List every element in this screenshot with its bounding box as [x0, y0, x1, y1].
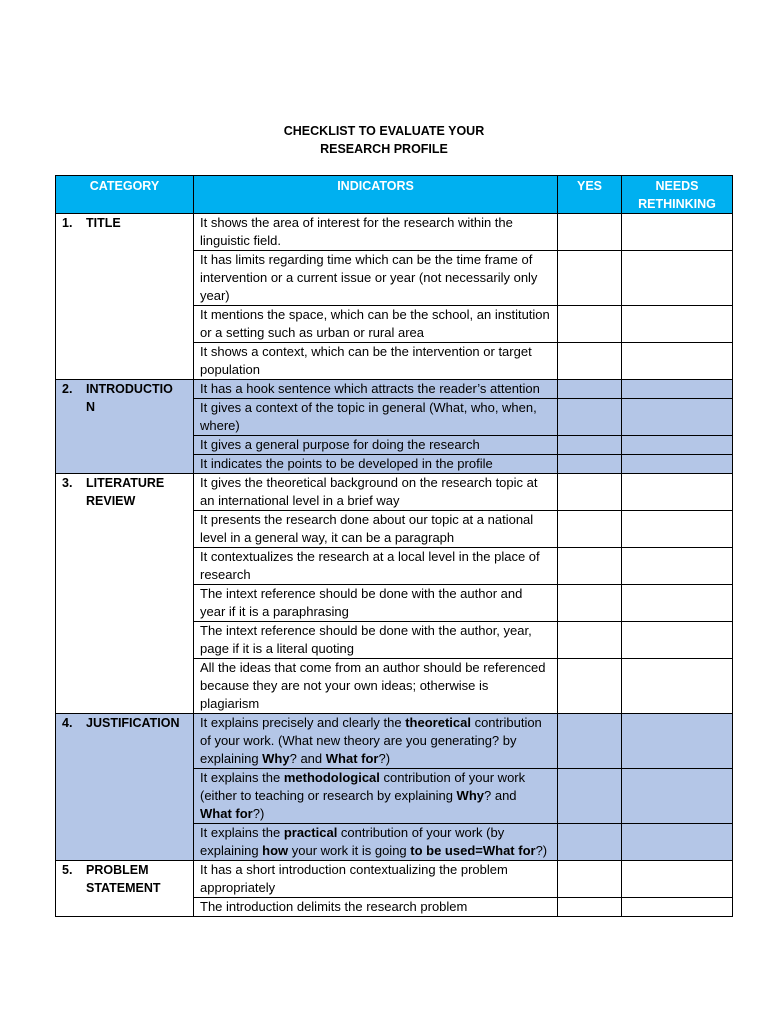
indicator-text: It explains the — [200, 770, 284, 785]
category-label: LITERATURE REVIEW — [86, 476, 165, 508]
indicator-bold-text: theoretical — [405, 715, 471, 730]
yes-checkbox-cell[interactable] — [558, 861, 622, 898]
needs-rethinking-checkbox-cell[interactable] — [622, 898, 733, 917]
yes-checkbox-cell[interactable] — [558, 306, 622, 343]
needs-rethinking-checkbox-cell[interactable] — [622, 306, 733, 343]
needs-rethinking-checkbox-cell[interactable] — [622, 769, 733, 824]
needs-rethinking-checkbox-cell[interactable] — [622, 251, 733, 306]
indicator-cell — [194, 343, 558, 380]
category-number: 2. — [62, 382, 73, 396]
needs-rethinking-checkbox-cell[interactable] — [622, 214, 733, 251]
category-number: 1. — [62, 216, 73, 230]
category-label: PROBLEM STATEMENT — [86, 863, 161, 895]
category-label: INTRODUCTIO N — [86, 382, 173, 414]
indicator-text: ?) — [378, 751, 391, 766]
indicator-text: It indicates the points to be developed in the profile — [200, 456, 493, 471]
indicator-text: All the ideas that come from an author should be referenced because they are not your own ideas; otherwise is plagiarism — [200, 660, 546, 711]
category-cell — [56, 714, 194, 861]
category-cell — [56, 380, 194, 474]
indicator-text: your work it is going — [288, 843, 411, 858]
yes-checkbox-cell[interactable] — [558, 343, 622, 380]
yes-checkbox-cell[interactable] — [558, 622, 622, 659]
table-row — [56, 714, 733, 769]
indicator-text: It contextualizes the research at a local level in the place of research — [200, 549, 540, 582]
indicator-cell — [194, 306, 558, 343]
indicator-bold-text: practical — [283, 825, 338, 840]
indicator-text: It presents the research done about our topic at a national level in a general way, it can be a paragraph — [200, 512, 534, 545]
header-yes: YES — [558, 176, 622, 214]
indicator-text: It has a short introduction contextualizing the problem appropriately — [200, 862, 508, 895]
table-row — [56, 861, 733, 898]
needs-rethinking-checkbox-cell[interactable] — [622, 585, 733, 622]
indicator-text: contribution of your work (either to teaching or research by explaining — [200, 770, 526, 803]
yes-checkbox-cell[interactable] — [558, 399, 622, 436]
indicator-text: It shows the area of interest for the research within the linguistic field. — [200, 215, 513, 248]
category-label: TITLE — [86, 216, 121, 230]
indicator-cell — [194, 214, 558, 251]
table-row — [56, 474, 733, 511]
indicator-bold-text: Why — [456, 788, 484, 803]
checklist-body — [56, 214, 733, 917]
indicator-cell — [194, 548, 558, 585]
category-number: 4. — [62, 716, 73, 730]
indicator-cell — [194, 898, 558, 917]
yes-checkbox-cell[interactable] — [558, 380, 622, 399]
yes-checkbox-cell[interactable] — [558, 251, 622, 306]
indicator-cell — [194, 585, 558, 622]
indicator-cell — [194, 436, 558, 455]
indicator-cell — [194, 861, 558, 898]
needs-rethinking-checkbox-cell[interactable] — [622, 714, 733, 769]
indicator-text: It gives a general purpose for doing the research — [200, 437, 480, 452]
indicator-cell — [194, 622, 558, 659]
needs-rethinking-checkbox-cell[interactable] — [622, 861, 733, 898]
needs-rethinking-checkbox-cell[interactable] — [622, 436, 733, 455]
yes-checkbox-cell[interactable] — [558, 548, 622, 585]
needs-rethinking-checkbox-cell[interactable] — [622, 659, 733, 714]
indicator-text: ?) — [252, 806, 265, 821]
indicator-text: contribution of your work. (What new theory are you generating? by explaining — [200, 715, 542, 766]
indicator-text: It has a hook sentence which attracts the reader’s attention — [200, 381, 540, 396]
indicator-text: ? and — [289, 751, 326, 766]
indicator-cell — [194, 714, 558, 769]
needs-rethinking-checkbox-cell[interactable] — [622, 474, 733, 511]
table-row — [56, 380, 733, 399]
indicator-text: It explains the — [200, 825, 284, 840]
indicator-cell — [194, 769, 558, 824]
indicator-cell — [194, 474, 558, 511]
indicator-bold-text: methodological — [283, 770, 380, 785]
indicator-cell — [194, 380, 558, 399]
indicator-text: It shows a context, which can be the intervention or target population — [200, 344, 532, 377]
document-title — [0, 122, 768, 158]
indicator-text: The intext reference should be done with the author, year, page if it is a literal quoting — [200, 623, 532, 656]
indicator-bold-text: how — [262, 843, 289, 858]
yes-checkbox-cell[interactable] — [558, 511, 622, 548]
indicator-text: It mentions the space, which can be the school, an institution or a setting such as urban or rural area — [200, 307, 550, 340]
yes-checkbox-cell[interactable] — [558, 214, 622, 251]
indicator-cell — [194, 251, 558, 306]
checklist-table — [55, 175, 733, 917]
indicator-text: It gives a context of the topic in general (What, who, when, where) — [200, 400, 537, 433]
indicator-bold-text: to be used=What for — [410, 843, 536, 858]
needs-rethinking-checkbox-cell[interactable] — [622, 511, 733, 548]
header-needs-rethinking: NEEDS RETHINKING — [622, 176, 733, 214]
indicator-text: contribution of your work (by explaining — [200, 825, 505, 858]
yes-checkbox-cell[interactable] — [558, 474, 622, 511]
indicator-text: The intext reference should be done with the author and year if it is a paraphrasing — [200, 586, 523, 619]
needs-rethinking-checkbox-cell[interactable] — [622, 622, 733, 659]
indicator-bold-text: What for — [200, 806, 253, 821]
yes-checkbox-cell[interactable] — [558, 769, 622, 824]
yes-checkbox-cell[interactable] — [558, 898, 622, 917]
yes-checkbox-cell[interactable] — [558, 436, 622, 455]
yes-checkbox-cell[interactable] — [558, 714, 622, 769]
header-category: CATEGORY — [56, 176, 194, 214]
category-cell — [56, 214, 194, 380]
indicator-text: It has limits regarding time which can be the time frame of intervention or a current issue or year (not necessarily only year) — [200, 252, 538, 303]
category-number: 3. — [62, 476, 73, 490]
indicator-cell — [194, 511, 558, 548]
indicator-text: It explains precisely and clearly the — [200, 715, 406, 730]
table-header-row — [56, 176, 733, 214]
indicator-text: It gives the theoretical background on the research topic at an international level in a brief way — [200, 475, 538, 508]
category-cell — [56, 861, 194, 917]
needs-rethinking-checkbox-cell[interactable] — [622, 380, 733, 399]
indicator-cell — [194, 824, 558, 861]
yes-checkbox-cell[interactable] — [558, 455, 622, 474]
indicator-cell — [194, 399, 558, 436]
indicator-cell — [194, 659, 558, 714]
category-cell — [56, 474, 194, 714]
indicator-bold-text: Why — [262, 751, 290, 766]
yes-checkbox-cell[interactable] — [558, 824, 622, 861]
indicator-text: ? and — [484, 788, 517, 803]
needs-rethinking-checkbox-cell[interactable] — [622, 824, 733, 861]
category-number: 5. — [62, 863, 73, 877]
indicator-text: ?) — [535, 843, 548, 858]
category-label: JUSTIFICATION — [86, 716, 180, 730]
indicator-cell — [194, 455, 558, 474]
title-line-1: CHECKLIST TO EVALUATE YOUR — [283, 124, 485, 138]
header-indicators: INDICATORS — [194, 176, 558, 214]
table-row — [56, 214, 733, 251]
needs-rethinking-checkbox-cell[interactable] — [622, 455, 733, 474]
indicator-bold-text: What for — [325, 751, 379, 766]
needs-rethinking-checkbox-cell[interactable] — [622, 343, 733, 380]
indicator-text: The introduction delimits the research problem — [200, 899, 468, 914]
needs-rethinking-checkbox-cell[interactable] — [622, 399, 733, 436]
yes-checkbox-cell[interactable] — [558, 585, 622, 622]
yes-checkbox-cell[interactable] — [558, 659, 622, 714]
needs-rethinking-checkbox-cell[interactable] — [622, 548, 733, 585]
title-line-2: RESEARCH PROFILE — [320, 142, 448, 156]
